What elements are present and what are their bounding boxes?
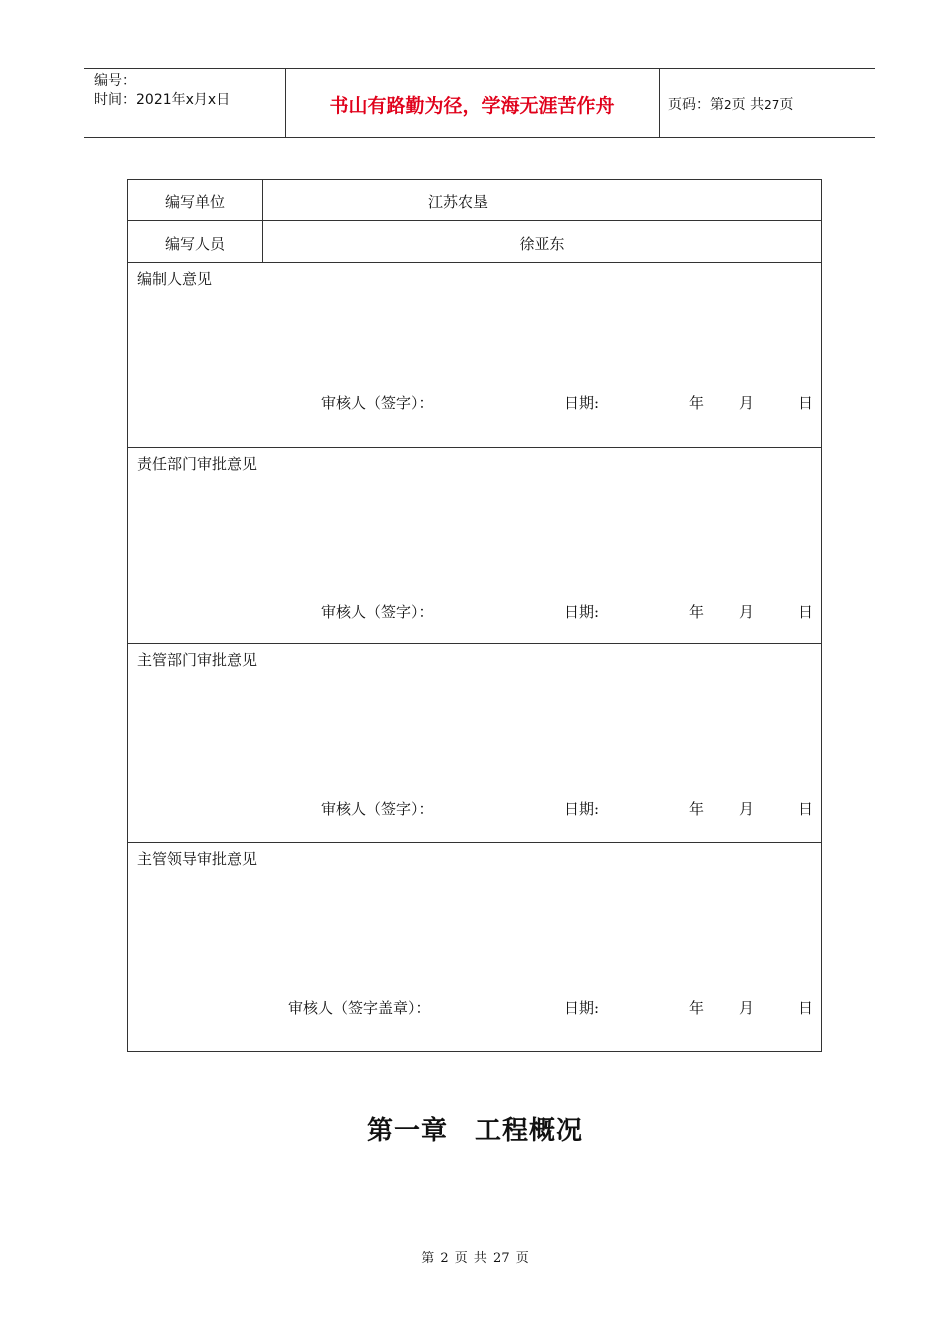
- date-label: 日期:: [564, 800, 600, 818]
- month-label: 月: [739, 603, 755, 621]
- reviewer-signature-field[interactable]: 审核人（签字盖章）：: [288, 999, 431, 1017]
- author-value[interactable]: 徐亚东: [519, 235, 565, 253]
- section-title: 编制人意见: [137, 270, 213, 288]
- day-label: 日: [798, 603, 814, 621]
- date-label: 日期:: [564, 394, 600, 412]
- reviewer-signature-field[interactable]: 审核人（签字）：: [321, 394, 434, 412]
- header-divider: [659, 69, 660, 137]
- form-divider: [128, 220, 821, 221]
- day-label: 日: [798, 394, 814, 412]
- header-meta: [94, 72, 230, 110]
- form-divider: [128, 643, 821, 644]
- serial-label: 编号：: [94, 73, 136, 89]
- page-total: 27: [764, 98, 780, 112]
- time-label: 时间：2021年x月x日: [94, 92, 231, 108]
- day-label: 日: [798, 999, 814, 1017]
- page-current: 2: [724, 98, 732, 112]
- day-label: 日: [798, 800, 814, 818]
- section-title: 主管领导审批意见: [137, 850, 258, 868]
- year-label: 年: [689, 394, 705, 412]
- reviewer-signature-field[interactable]: 审核人（签字）：: [321, 603, 434, 621]
- motto: 书山有路勤为径，学海无涯苦作舟: [329, 95, 615, 117]
- month-label: 月: [739, 999, 755, 1017]
- chapter-title: 第一章 工程概况: [366, 1116, 583, 1146]
- unit-value[interactable]: 江苏农垦: [427, 193, 488, 211]
- reviewer-signature-field[interactable]: 审核人（签字）：: [321, 800, 434, 818]
- year-label: 年: [689, 603, 705, 621]
- page-header: [84, 68, 875, 138]
- section-title: 主管部门审批意见: [137, 651, 258, 669]
- page-indicator: [668, 94, 793, 114]
- approval-form: [127, 179, 822, 1052]
- page-end: 页: [779, 97, 794, 113]
- date-label: 日期:: [564, 999, 600, 1017]
- author-label: 编写人员: [164, 235, 225, 253]
- page-label: 页码：第: [668, 97, 724, 113]
- month-label: 月: [739, 800, 755, 818]
- page-mid: 页 共: [731, 97, 765, 113]
- form-divider: [128, 842, 821, 843]
- section-title: 责任部门审批意见: [137, 455, 258, 473]
- form-divider: [128, 447, 821, 448]
- year-label: 年: [689, 800, 705, 818]
- date-label: 日期:: [564, 603, 600, 621]
- month-label: 月: [739, 394, 755, 412]
- year-label: 年: [689, 999, 705, 1017]
- unit-label: 编写单位: [164, 193, 225, 211]
- form-divider: [128, 262, 821, 263]
- page-footer: 第 2 页 共 27 页: [421, 1251, 529, 1266]
